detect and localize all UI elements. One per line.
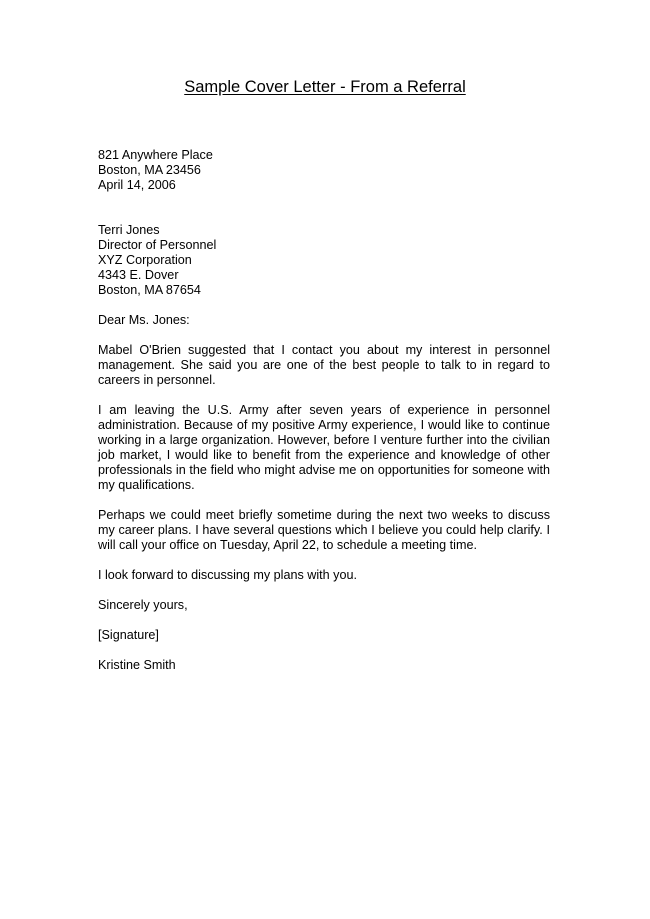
- recipient-company: XYZ Corporation: [98, 253, 192, 267]
- signature-placeholder: [Signature]: [98, 628, 159, 642]
- paragraph-closing: I look forward to discussing my plans with you.: [98, 568, 357, 582]
- paragraph-referral: Mabel O'Brien suggested that I contact you about my interest in personnel management. She said you are one of the best people to talk to in regard to careers in personnel.: [98, 343, 550, 387]
- recipient-street: 4343 E. Dover: [98, 268, 179, 282]
- recipient-address: [98, 223, 550, 298]
- recipient-title: Director of Personnel: [98, 238, 217, 252]
- signer-name: Kristine Smith: [98, 658, 176, 672]
- sender-city: Boston, MA 23456: [98, 163, 201, 177]
- sender-street: 821 Anywhere Place: [98, 148, 213, 162]
- sender-address: [98, 148, 550, 193]
- complimentary-close: Sincerely yours,: [98, 598, 188, 612]
- recipient-name: Terri Jones: [98, 223, 160, 237]
- letter-date: April 14, 2006: [98, 178, 176, 192]
- paragraph-meeting: Perhaps we could meet briefly sometime during the next two weeks to discuss my career plans. I have several questions which I believe you could help clarify. I will call your office on Tuesday, April 22, to schedule a meeting time.: [98, 508, 550, 552]
- recipient-city: Boston, MA 87654: [98, 283, 201, 297]
- document-title: Sample Cover Letter - From a Referral: [184, 78, 466, 96]
- letter-body: [98, 148, 550, 673]
- paragraph-experience: I am leaving the U.S. Army after seven years of experience in personnel administration. Because of my positive Army experience, I would like to continue working in a large organization. However, before I venture further into the civilian job market, I would like to benefit from the experience and knowledge of other professionals in the field who might advise me on opportunities for someone with my qualifications.: [98, 403, 550, 492]
- salutation: Dear Ms. Jones:: [98, 313, 190, 327]
